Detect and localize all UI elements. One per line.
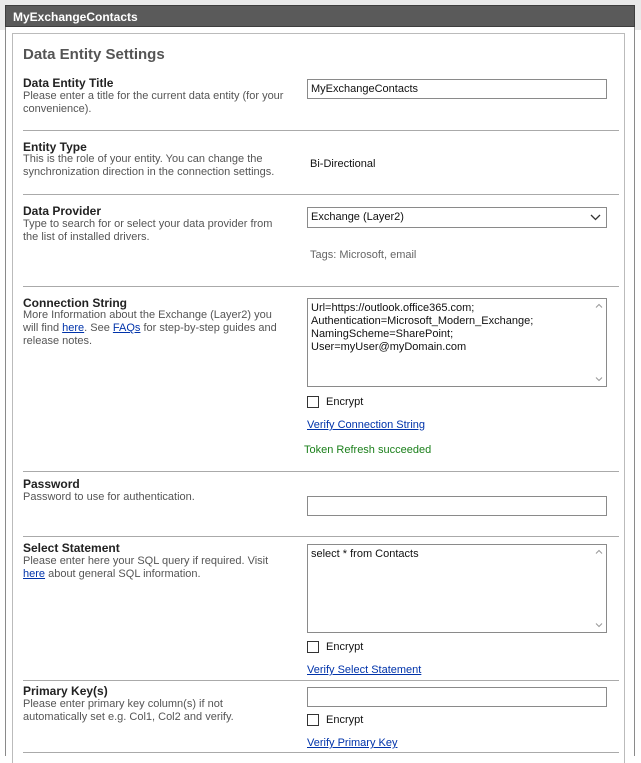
select-encrypt-row[interactable] [307,641,363,653]
divider [23,471,619,472]
title-description: Please enter a title for the current data entity (for your convenience). [23,90,284,115]
primary-key-encrypt-checkbox[interactable] [307,714,319,726]
divider [23,286,619,287]
primary-key-label: Primary Key(s) [23,684,108,698]
token-status-text: Token Refresh succeeded [304,444,432,456]
connection-desc-text: More Information about the Exchange (Layer2) you will find [23,309,272,334]
select-statement-value: select * from Contacts [311,548,419,560]
select-desc-text: Please enter here your SQL query if required. Visit [23,555,269,567]
divider [23,752,619,753]
connection-line: NamingScheme=SharePoint; [311,328,454,340]
divider [23,536,619,537]
textarea-scrollbar[interactable] [592,545,606,632]
primary-key-description: Please enter primary key column(s) if not automatically set e.g. Col1, Col2 and verify. [23,698,234,723]
verify-primary-key-link[interactable]: Verify Primary Key [307,737,398,749]
title-label: Data Entity Title [23,76,114,90]
window-titlebar [0,0,641,30]
connection-string-textarea[interactable] [307,298,607,387]
entity-type-description: This is the role of your entity. You can change the synchronization direction in the connection settings. [23,153,275,178]
connection-encrypt-row[interactable] [307,396,363,408]
provider-select-value: Exchange (Layer2) [311,211,404,223]
verify-select-link[interactable]: Verify Select Statement [307,664,422,676]
select-encrypt-checkbox[interactable] [307,641,319,653]
verify-connection-link[interactable]: Verify Connection String [307,419,426,431]
entity-type-label: Entity Type [23,140,87,154]
select-statement-textarea[interactable] [307,544,607,633]
connection-line: Authentication=Microsoft_Modern_Exchange; [311,315,534,327]
scroll-down-icon[interactable] [595,621,603,629]
connection-label: Connection String [23,296,127,310]
password-label: Password [23,477,80,491]
entity-type-value: Bi-Directional [310,158,376,170]
window-title: MyExchangeContacts [13,10,138,24]
section-title: Data Entity Settings [23,46,165,63]
scroll-up-icon[interactable] [595,548,603,556]
divider [23,130,619,131]
connection-encrypt-label: Encrypt [326,396,364,408]
select-description [23,555,288,581]
select-label: Select Statement [23,541,120,555]
here-link[interactable]: here [62,322,85,334]
settings-panel [5,27,635,756]
titlebar-header [5,5,635,27]
password-input[interactable] [307,496,607,516]
provider-label: Data Provider [23,204,102,218]
primary-key-encrypt-row[interactable] [307,714,363,726]
title-input[interactable] [307,79,607,99]
faqs-link[interactable]: FAQs [112,322,141,334]
provider-description: Type to search for or select your data provider from the list of installed drivers. [23,218,273,243]
scroll-up-icon[interactable] [595,302,603,310]
connection-encrypt-checkbox[interactable] [307,396,319,408]
provider-tags: Tags: Microsoft, email [310,249,417,261]
textarea-scrollbar[interactable] [592,299,606,386]
select-encrypt-label: Encrypt [326,641,364,653]
password-description: Password to use for authentication. [23,491,195,503]
connection-desc-text: . See [84,322,113,334]
divider [23,194,619,195]
connection-description [23,309,288,348]
scroll-down-icon[interactable] [595,375,603,383]
primary-key-input[interactable] [307,687,607,707]
connection-line: Url=https://outlook.office365.com; [311,302,475,314]
connection-line: User=myUser@myDomain.com [311,341,467,353]
chevron-down-icon[interactable] [590,212,601,223]
provider-select[interactable] [307,207,607,228]
divider [23,680,619,681]
select-desc-text: about general SQL information. [45,568,201,580]
primary-key-encrypt-label: Encrypt [326,714,364,726]
connection-desc-text: for step-by-step guides and release notes. [23,322,277,347]
sql-info-link[interactable]: here [23,568,46,580]
